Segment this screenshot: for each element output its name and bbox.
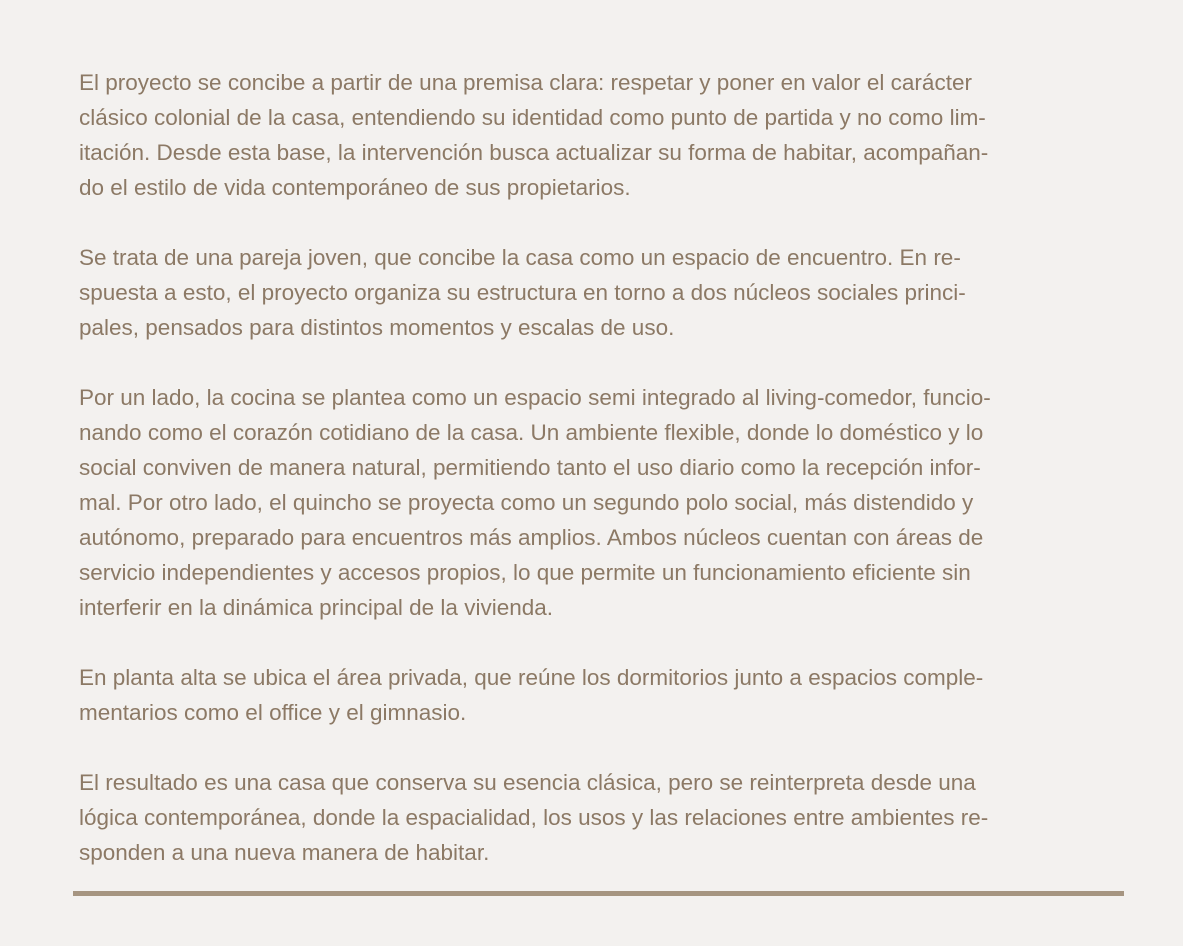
paragraph-3: [79, 380, 1129, 625]
text-line: social conviven de manera natural, permitiendo tanto el uso diario como la recepción infor-: [79, 455, 981, 480]
text-line: sponden a una nueva manera de habitar.: [79, 840, 490, 865]
text-line: spuesta a esto, el proyecto organiza su estructura en torno a dos núcleos sociales princi-: [79, 280, 966, 305]
text-line: nando como el corazón cotidiano de la casa. Un ambiente flexible, donde lo doméstico y lo: [79, 420, 984, 445]
paragraph-5: [79, 765, 1129, 870]
text-line: servicio independientes y accesos propios, lo que permite un funcionamiento eficiente sin: [79, 560, 971, 585]
paragraph-4: [79, 660, 1129, 730]
text-line: El proyecto se concibe a partir de una premisa clara: respetar y poner en valor el carácter: [79, 70, 972, 95]
text-line: itación. Desde esta base, la intervención busca actualizar su forma de habitar, acompañan-: [79, 140, 989, 165]
text-line: clásico colonial de la casa, entendiendo su identidad como punto de partida y no como lim-: [79, 105, 986, 130]
text-line: pales, pensados para distintos momentos y escalas de uso.: [79, 315, 675, 340]
paragraph-1: [79, 65, 1129, 205]
text-line: do el estilo de vida contemporáneo de sus propietarios.: [79, 175, 631, 200]
text-line: Se trata de una pareja joven, que concibe la casa como un espacio de encuentro. En re-: [79, 245, 961, 270]
text-line: Por un lado, la cocina se plantea como un espacio semi integrado al living-comedor, funcio-: [79, 385, 991, 410]
text-line: lógica contemporánea, donde la espacialidad, los usos y las relaciones entre ambientes re-: [79, 805, 989, 830]
bottom-divider: [73, 891, 1124, 896]
text-line: autónomo, preparado para encuentros más amplios. Ambos núcleos cuentan con áreas de: [79, 525, 984, 550]
text-line: En planta alta se ubica el área privada, que reúne los dormitorios junto a espacios comple-: [79, 665, 984, 690]
article-body: [79, 65, 1129, 870]
text-line: interferir en la dinámica principal de la vivienda.: [79, 595, 553, 620]
paragraph-2: [79, 240, 1129, 345]
text-line: mentarios como el office y el gimnasio.: [79, 700, 467, 725]
text-line: El resultado es una casa que conserva su esencia clásica, pero se reinterpreta desde una: [79, 770, 976, 795]
text-line: mal. Por otro lado, el quincho se proyecta como un segundo polo social, más distendido y: [79, 490, 974, 515]
